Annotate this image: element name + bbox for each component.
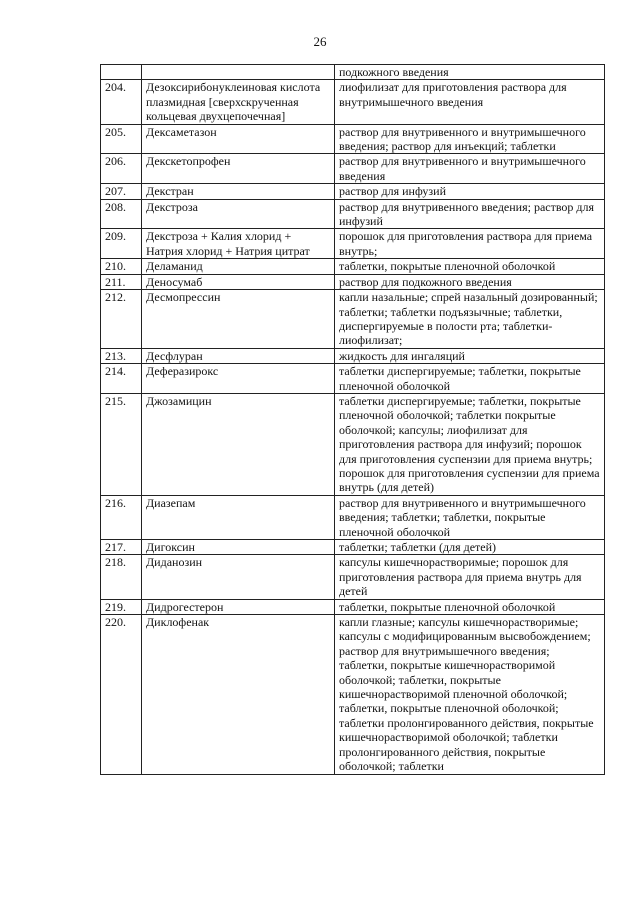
drug-name-cell: Десфлуран xyxy=(142,348,335,363)
row-number-cell: 204. xyxy=(101,80,142,124)
drug-name-cell: Десмопрессин xyxy=(142,290,335,349)
row-number-cell: 206. xyxy=(101,154,142,184)
table-row xyxy=(101,274,605,289)
dosage-form-cell: таблетки диспергируемые; таблетки, покрытые пленочной оболочкой; таблетки покрытые оболочкой; капсулы; лиофилизат для приготовления раствора для инфузий; порошок для приготовления суспензии для приема внутрь; порошок для приготовления суспензии для приема внутрь (для детей) xyxy=(335,393,605,495)
dosage-form-cell: раствор для внутривенного и внутримышечного введения; таблетки; таблетки, покрытые пленочной оболочкой xyxy=(335,495,605,539)
table-row xyxy=(101,80,605,124)
drug-list-table xyxy=(100,64,605,775)
drug-list-body xyxy=(101,65,605,775)
row-number-cell xyxy=(101,65,142,80)
table-row xyxy=(101,199,605,229)
table-row xyxy=(101,184,605,199)
table-row xyxy=(101,259,605,274)
dosage-form-cell: раствор для инфузий xyxy=(335,184,605,199)
table-row xyxy=(101,348,605,363)
drug-name-cell: Диданозин xyxy=(142,555,335,599)
page-number: 26 xyxy=(313,34,327,49)
row-number-cell: 209. xyxy=(101,229,142,259)
dosage-form-cell: капли глазные; капсулы кишечнорастворимые; капсулы с модифицированным высвобождением; раствор для внутримышечного введения; таблетки, покрытые кишечнорастворимой оболочкой; таблетки, покрытые кишечнорастворимой пленочной оболочкой; таблетки, покрытые пленочной оболочкой; таблетки пролонгированного действия, покрытые кишечнорастворимой оболочкой; таблетки пролонгированного действия, покрытые оболочкой; таблетки xyxy=(335,615,605,774)
dosage-form-cell: таблетки диспергируемые; таблетки, покрытые пленочной оболочкой xyxy=(335,364,605,394)
drug-name-cell: Дидрогестерон xyxy=(142,599,335,614)
row-number-cell: 210. xyxy=(101,259,142,274)
drug-name-cell: Декстран xyxy=(142,184,335,199)
drug-name-cell xyxy=(142,65,335,80)
dosage-form-cell: таблетки, покрытые пленочной оболочкой xyxy=(335,259,605,274)
table-row xyxy=(101,364,605,394)
table-row xyxy=(101,615,605,774)
drug-name-cell: Деносумаб xyxy=(142,274,335,289)
table-row xyxy=(101,495,605,539)
row-number-cell: 207. xyxy=(101,184,142,199)
dosage-form-cell: подкожного введения xyxy=(335,65,605,80)
row-number-cell: 219. xyxy=(101,599,142,614)
dosage-form-cell: раствор для внутривенного и внутримышечного введения xyxy=(335,154,605,184)
row-number-cell: 214. xyxy=(101,364,142,394)
drug-name-cell: Дексаметазон xyxy=(142,124,335,154)
drug-name-cell: Диклофенак xyxy=(142,615,335,774)
row-number-cell: 205. xyxy=(101,124,142,154)
row-number-cell: 212. xyxy=(101,290,142,349)
table-row xyxy=(101,124,605,154)
row-number-cell: 211. xyxy=(101,274,142,289)
drug-name-cell: Декстроза + Калия хлорид + Натрия хлорид + Натрия цитрат xyxy=(142,229,335,259)
dosage-form-cell: таблетки, покрытые пленочной оболочкой xyxy=(335,599,605,614)
dosage-form-cell: жидкость для ингаляций xyxy=(335,348,605,363)
row-number-cell: 220. xyxy=(101,615,142,774)
drug-name-cell: Дигоксин xyxy=(142,540,335,555)
row-number-cell: 208. xyxy=(101,199,142,229)
table-row xyxy=(101,555,605,599)
drug-name-cell: Декстроза xyxy=(142,199,335,229)
dosage-form-cell: таблетки; таблетки (для детей) xyxy=(335,540,605,555)
table-row xyxy=(101,154,605,184)
drug-name-cell: Декскетопрофен xyxy=(142,154,335,184)
drug-name-cell: Джозамицин xyxy=(142,393,335,495)
dosage-form-cell: раствор для подкожного введения xyxy=(335,274,605,289)
table-row xyxy=(101,540,605,555)
row-number-cell: 213. xyxy=(101,348,142,363)
drug-name-cell: Деламанид xyxy=(142,259,335,274)
dosage-form-cell: капли назальные; спрей назальный дозированный; таблетки; таблетки подъязычные; таблетки, диспергируемые в полости рта; таблетки-лиофилизат; xyxy=(335,290,605,349)
dosage-form-cell: лиофилизат для приготовления раствора для внутримышечного введения xyxy=(335,80,605,124)
row-number-cell: 217. xyxy=(101,540,142,555)
table-row xyxy=(101,290,605,349)
row-number-cell: 216. xyxy=(101,495,142,539)
dosage-form-cell: раствор для внутривенного введения; раствор для инфузий xyxy=(335,199,605,229)
row-number-cell: 218. xyxy=(101,555,142,599)
row-number-cell: 215. xyxy=(101,393,142,495)
drug-name-cell: Дезоксирибонуклеиновая кислота плазмидная [сверхскрученная кольцевая двухцепочечная] xyxy=(142,80,335,124)
table-row xyxy=(101,65,605,80)
table-row xyxy=(101,393,605,495)
drug-name-cell: Деферазирокс xyxy=(142,364,335,394)
dosage-form-cell: порошок для приготовления раствора для приема внутрь; xyxy=(335,229,605,259)
drug-name-cell: Диазепам xyxy=(142,495,335,539)
table-row xyxy=(101,599,605,614)
dosage-form-cell: раствор для внутривенного и внутримышечного введения; раствор для инъекций; таблетки xyxy=(335,124,605,154)
table-row xyxy=(101,229,605,259)
dosage-form-cell: капсулы кишечнорастворимые; порошок для приготовления раствора для приема внутрь для детей xyxy=(335,555,605,599)
